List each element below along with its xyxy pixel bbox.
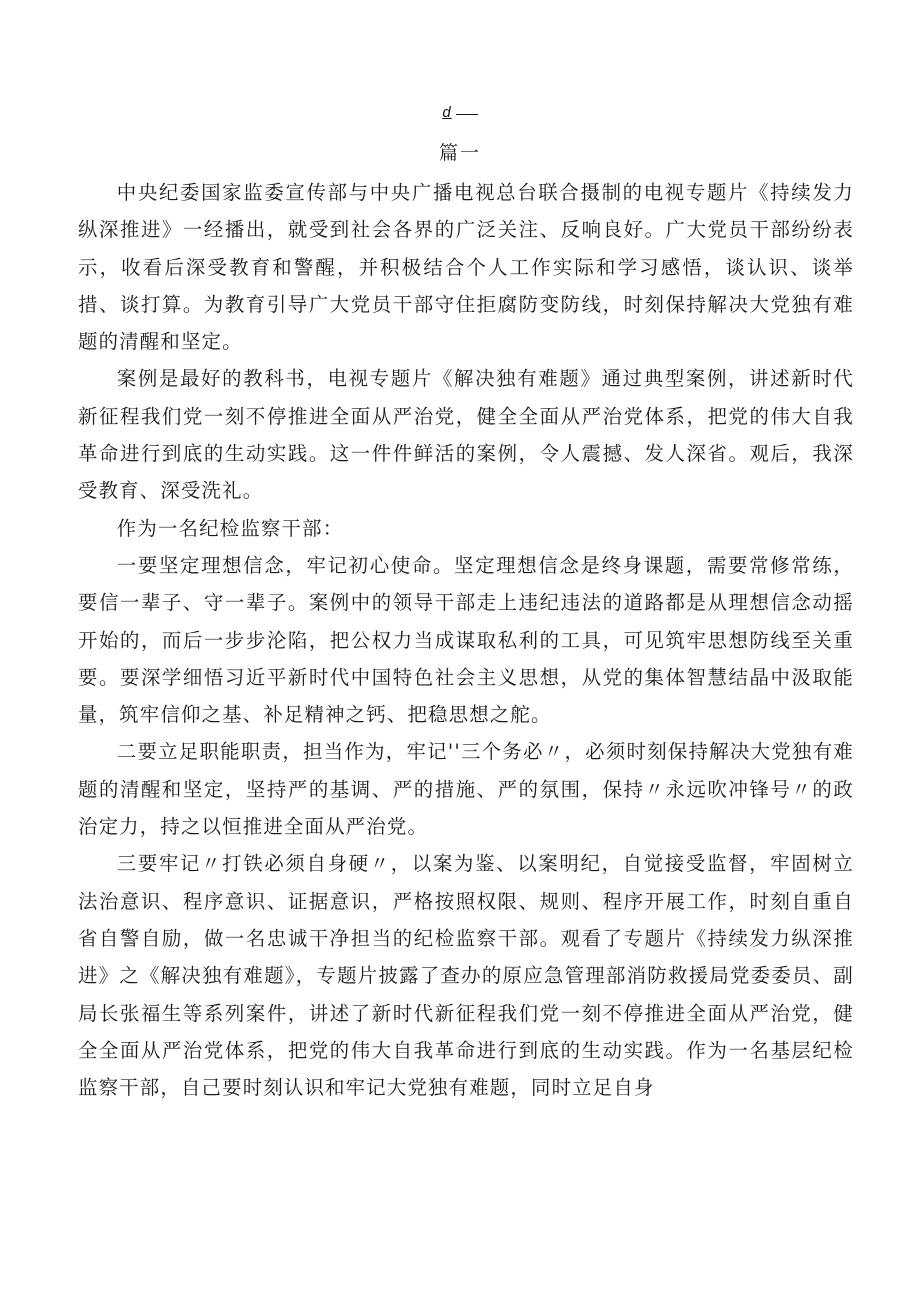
paragraph-point-three: 三要牢记〃打铁必须自身硬〃，以案为鉴、以案明纪，自觉接受监督，牢固树立法治意识、程序意识、证据意识，严格按照权限、规则、程序开展工作，时刻自重自省自警自励，做一名忠诚干净担当的纪检监察干部。观看了专题片《持续发力纵深推进》之《解决独有难题》，专题片披露了查办的原应急管理部消防救援局党委委员、副局长张福生等系列案件，讲述了新时代新征程我们党一刻不停推进全面从严治党，健全全面从严治党体系，把党的伟大自我革命进行到底的生动实践。作为一名基层纪检监察干部，自己要时刻认识和牢记大党独有难题，同时立足自身 [78,852,854,1100]
document-body [78,174,854,1106]
header-mark [0,104,920,121]
section-title: 篇一 [438,142,481,164]
paragraph-case: 案例是最好的教科书，电视专题片《解决独有难题》通过典型案例，讲述新时代新征程我们党一刻不停推进全面从严治党，健全全面从严治党体系，把党的伟大自我革命进行到底的生动实践。这一件件鲜活的案例，令人震撼、发人深省。观后，我深受教育、深受洗礼。 [78,367,854,503]
paragraph-point-one: 一要坚定理想信念，牢记初心使命。坚定理想信念是终身课题，需要常修常练，要信一辈子、守一辈子。案例中的领导干部走上违纪违法的道路都是从理想信念动摇开始的，而后一步步沦陷，把公权力当成谋取私利的工具，可见筑牢思想防线至关重要。要深学细悟习近平新时代中国特色社会主义思想，从党的集体智慧结晶中汲取能量，筑牢信仰之基、补足精神之钙、把稳思想之舵。 [78,553,854,727]
header-mark-underline [456,114,478,115]
paragraph-intro: 中央纪委国家监委宣传部与中央广播电视总台联合摄制的电视专题片《持续发力纵深推进》一经播出，就受到社会各界的广泛关注、反响良好。广大党员干部纷纷表示，收看后深受教育和警醒，并积极结合个人工作实际和学习感悟，谈认识、谈举措、谈打算。为教育引导广大党员干部守住拒腐防变防线，时刻保持解决大党独有难题的清醒和坚定。 [78,181,854,354]
header-mark-letter: d [442,104,452,121]
paragraph-role: 作为一名纪检监察干部： [116,516,344,540]
paragraph-point-two: 二要立足职能职责，担当作为，牢记''三个务必〃，必须时刻保持解决大党独有难题的清醒和坚定，坚持严的基调、严的措施、严的氛围，保持〃永远吹冲锋号〃的政治定力，持之以恒推进全面从严治党。 [78,740,854,839]
